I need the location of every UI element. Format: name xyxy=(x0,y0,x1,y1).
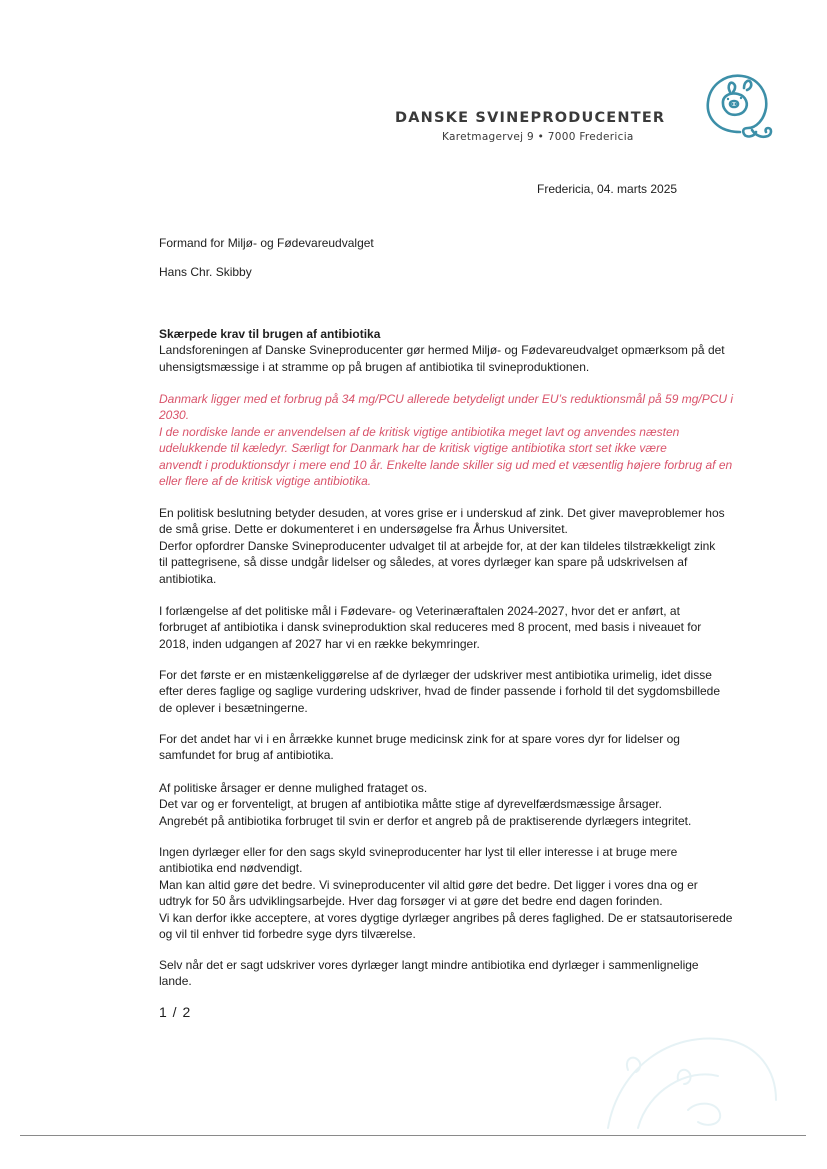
zinc-line: de små grise. Dette er dokumenteret i en undersøgelse fra Århus Universitet. xyxy=(159,522,568,537)
highlight-line: 2030. xyxy=(159,408,190,423)
integrity-line: antibiotika end nødvendigt. xyxy=(159,861,303,876)
integrity-line: Ingen dyrlæger eller for den sags skyld svineproducenter har lyst til eller interesse i at bruge mere xyxy=(159,845,678,859)
closing-paragraph xyxy=(159,957,749,990)
recipient-title: Formand for Miljø- og Fødevareudvalget xyxy=(159,236,374,250)
highlight-line: I de nordiske lande er anvendelsen af de kritisk vigtige antibiotika meget lavt og anvendes næsten xyxy=(159,424,680,439)
political-line: Af politiske årsager er denne mulighed frataget os. xyxy=(159,781,428,795)
intro-line: uhensigtsmæssige i at stramme op på brugen af antibiotika til svineproduktionen. xyxy=(159,359,590,374)
highlight-line: Danmark ligger med et forbrug på 34 mg/PCU allerede betydeligt under EU’s reduktionsmål på 59 mg/PCU i xyxy=(159,392,734,406)
second-line: For det andet har vi i en årrække kunnet bruge medicinsk zink for at spare vores dyr for lidelser og xyxy=(159,732,680,746)
highlight-line: udelukkende til kæledyr. Særligt for Danmark har de kritisk vigtige antibiotika stort set ikke være xyxy=(159,441,667,456)
political-line: Angrebét på antibiotika forbruget til svin er derfor et angreb på de praktiserende dyrlægers integritet. xyxy=(159,813,692,828)
closing-line: lande. xyxy=(159,974,192,989)
subject-section xyxy=(159,326,749,375)
letter-date: Fredericia, 04. marts 2025 xyxy=(537,182,678,196)
zinc-line: Derfor opfordrer Danske Svineproducenter udvalget til at arbejde for, at der kan tildeles tilstrækkeligt zink xyxy=(159,538,716,553)
closing-line: Selv når det er sagt udskriver vores dyrlæger langt mindre antibiotika end dyrlæger i sammenlignelige xyxy=(159,958,699,972)
integrity-line: udtryk for 50 års udviklingsarbejde. Hver dag forsøger vi at gøre det bedre end dagen forinden. xyxy=(159,894,663,909)
zinc-paragraph xyxy=(159,505,749,587)
letter-subject: Skærpede krav til brugen af antibiotika xyxy=(159,327,381,341)
organization-name: DANSKE SVINEPRODUCENTER xyxy=(395,110,666,126)
highlight-line: anvendt i produktionsdyr i mere end 10 år. Enkelte lande skiller sig ud med et væsentlig højere forbrug af en xyxy=(159,457,733,472)
intro-line: Landsforeningen af Danske Svineproducenter gør hermed Miljø- og Fødevareudvalget opmærksom på det xyxy=(159,343,725,358)
highlight-paragraph xyxy=(159,391,749,489)
goal-line: 2018, inden udgangen af 2027 har vi en række bekymringer. xyxy=(159,636,480,651)
zinc-line: antibiotika. xyxy=(159,571,217,586)
integrity-line: Man kan altid gøre det bedre. Vi svineproducenter vil altid gøre det bedre. Det ligger i vores dna og er xyxy=(159,877,698,892)
integrity-line: og vil til enhver tid forbedre syge dyrs tilværelse. xyxy=(159,927,416,942)
integrity-line: Vi kan derfor ikke acceptere, at vores dygtige dyrlæger angribes på deres faglighed. De er statsautoriserede xyxy=(159,910,733,925)
first-line: For det første er en mistænkeliggørelse af de dyrlæger der udskriver mest antibiotika urimelig, idet disse xyxy=(159,668,712,682)
political-paragraph xyxy=(159,780,749,829)
goal-line: forbruget af antibiotika i dansk svineproduktion skal reduceres med 8 procent, med basis i niveauet for xyxy=(159,620,702,635)
first-line: efter deres faglige og saglige vurdering udskriver, hvad de finder passende i forhold til det sygdomsbillede xyxy=(159,684,720,699)
organization-address: Karetmagervej 9 • 7000 Fredericia xyxy=(442,131,634,143)
recipient-name: Hans Chr. Skibby xyxy=(159,265,252,279)
first-line: de oplever i besætningerne. xyxy=(159,700,308,715)
first-concern-paragraph xyxy=(159,667,749,716)
highlight-line: eller flere af de kritisk vigtige antibiotika. xyxy=(159,474,372,489)
second-line: samfundet for brug af antibiotika. xyxy=(159,748,334,763)
pig-watermark-icon xyxy=(598,1010,778,1130)
goal-line: I forlængelse af det politiske mål i Fødevare- og Veterinæraftalen 2024-2027, hvor det er anført, at xyxy=(159,604,680,618)
zinc-line: En politisk beslutning betyder desuden, at vores grise er i underskud af zink. Det giver maveproblemer hos xyxy=(159,506,725,520)
goal-paragraph xyxy=(159,603,749,652)
integrity-paragraph xyxy=(159,844,749,942)
pig-logo-icon xyxy=(700,70,778,140)
page-number: 1 / 2 xyxy=(159,1004,192,1020)
zinc-line: til pattegrisene, så disse undgår lidelser og således, at vores dyrlæger kan spare på udskrivelsen af xyxy=(159,555,688,570)
political-line: Det var og er forventeligt, at brugen af antibiotika måtte stige af dyrevelfærdsmæssige årsager. xyxy=(159,797,662,812)
footer-divider xyxy=(20,1135,806,1136)
second-concern-paragraph xyxy=(159,731,749,764)
